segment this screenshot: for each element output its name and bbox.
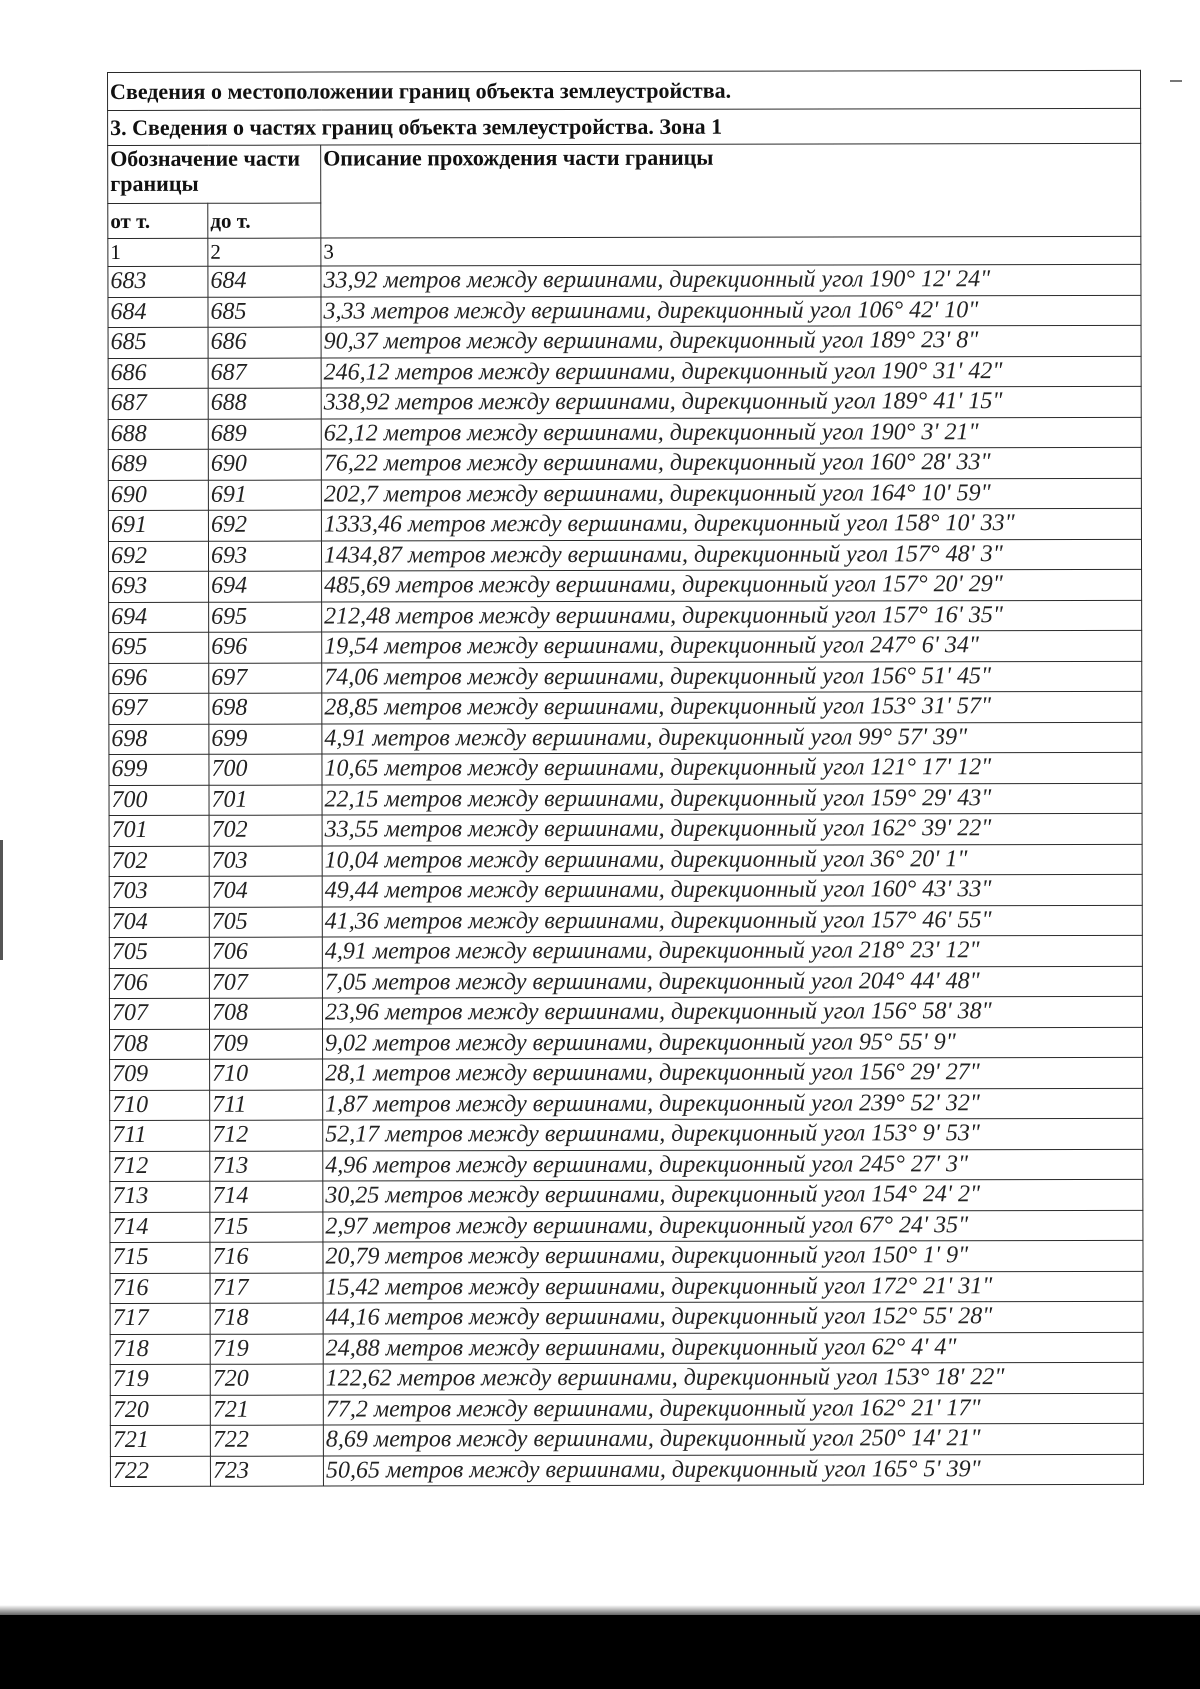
- cell-description: 4,91 метров между вершинами, дирекционный угол 218° 23' 12": [322, 935, 1142, 967]
- cell-to: 687: [208, 358, 321, 389]
- cell-to: 691: [208, 480, 321, 511]
- cell-description: 10,04 метров между вершинами, дирекционный угол 36° 20' 1": [322, 844, 1142, 876]
- cell-from: 722: [110, 1456, 210, 1487]
- cell-to: 684: [208, 266, 321, 297]
- table-row: [110, 1301, 1143, 1334]
- table-row: [109, 752, 1142, 785]
- cell-description: 485,69 метров между вершинами, дирекционный угол 157° 20' 29": [322, 569, 1142, 601]
- column-number-3: 3: [321, 236, 1141, 266]
- cell-to: 702: [209, 815, 322, 846]
- cell-description: 76,22 метров между вершинами, дирекционный угол 160° 28' 33": [321, 447, 1141, 479]
- cell-to: 719: [210, 1334, 323, 1365]
- cell-from: 703: [109, 876, 209, 907]
- table-row: [109, 966, 1142, 999]
- header-from: от т.: [108, 203, 208, 238]
- cell-from: 700: [109, 785, 209, 816]
- cell-description: 202,7 метров между вершинами, дирекционный угол 164° 10' 59": [321, 478, 1141, 510]
- cell-description: 2,97 метров между вершинами, дирекционный угол 67° 24' 35": [323, 1210, 1143, 1242]
- table-row: [109, 600, 1142, 633]
- table-row: [110, 1362, 1143, 1395]
- cell-from: 710: [110, 1090, 210, 1121]
- cell-from: 709: [110, 1059, 210, 1090]
- table-row: [109, 874, 1142, 907]
- cell-to: 713: [210, 1151, 323, 1182]
- cell-from: 699: [109, 754, 209, 785]
- table-row: [109, 630, 1142, 663]
- cell-from: 705: [109, 937, 209, 968]
- cell-description: 49,44 метров между вершинами, дирекционный угол 160° 43' 33": [322, 874, 1142, 906]
- cell-from: 714: [110, 1212, 210, 1243]
- table-row: [109, 783, 1142, 816]
- cell-description: 28,85 метров между вершинами, дирекционный угол 153° 31' 57": [322, 691, 1142, 723]
- cell-to: 714: [210, 1181, 323, 1212]
- cell-from: 712: [110, 1151, 210, 1182]
- cell-from: 708: [110, 1029, 210, 1060]
- cell-from: 690: [108, 480, 208, 511]
- cell-from: 701: [109, 815, 209, 846]
- cell-from: 716: [110, 1273, 210, 1304]
- cell-description: 1333,46 метров между вершинами, дирекционный угол 158° 10' 33": [321, 508, 1141, 540]
- table-row: [109, 722, 1142, 755]
- cell-to: 715: [210, 1212, 323, 1243]
- table-row: [110, 1027, 1143, 1060]
- table-row: [108, 478, 1141, 511]
- cell-to: 693: [208, 541, 321, 572]
- table-row: [109, 905, 1142, 938]
- table-row: [108, 295, 1141, 328]
- table-row: [108, 264, 1141, 297]
- cell-description: 8,69 метров между вершинами, дирекционный угол 250° 14' 21": [323, 1423, 1143, 1455]
- cell-description: 246,12 метров между вершинами, дирекционный угол 190° 31' 42": [321, 356, 1141, 388]
- cell-description: 1,87 метров между вершинами, дирекционный угол 239° 52' 32": [323, 1088, 1143, 1120]
- cell-to: 696: [209, 632, 322, 663]
- cell-description: 33,92 метров между вершинами, дирекционный угол 190° 12' 24": [321, 264, 1141, 296]
- header-description: Описание прохождения части границы: [321, 143, 1141, 238]
- cell-from: 702: [109, 846, 209, 877]
- cell-description: 3,33 метров между вершинами, дирекционный угол 106° 42' 10": [321, 295, 1141, 327]
- table-row: [110, 1454, 1143, 1487]
- cell-from: 718: [110, 1334, 210, 1365]
- cell-description: 41,36 метров между вершинами, дирекционный угол 157° 46' 55": [322, 905, 1142, 937]
- table-row: [108, 508, 1141, 541]
- table-row: [109, 813, 1142, 846]
- column-number-2: 2: [208, 238, 321, 266]
- cell-description: 44,16 метров между вершинами, дирекционный угол 152° 55' 28": [323, 1301, 1143, 1333]
- cell-description: 7,05 метров между вершинами, дирекционный угол 204° 44' 48": [322, 966, 1142, 998]
- cell-to: 688: [208, 388, 321, 419]
- cell-to: 708: [209, 998, 322, 1029]
- header-to: до т.: [208, 203, 321, 238]
- cell-description: 4,91 метров между вершинами, дирекционный угол 99° 57' 39": [322, 722, 1142, 754]
- cell-description: 33,55 метров между вершинами, дирекционный угол 162° 39' 22": [322, 813, 1142, 845]
- table-row: [108, 447, 1141, 480]
- cell-from: 693: [109, 571, 209, 602]
- cell-description: 20,79 метров между вершинами, дирекционный угол 150° 1' 9": [323, 1240, 1143, 1272]
- table-row: [109, 661, 1142, 694]
- cell-description: 50,65 метров между вершинами, дирекционный угол 165° 5' 39": [323, 1454, 1143, 1486]
- table-row: [109, 569, 1142, 602]
- table-row: [110, 1332, 1143, 1365]
- table-row: [109, 996, 1142, 1029]
- cell-from: 697: [109, 693, 209, 724]
- table-row: [110, 1179, 1143, 1212]
- cell-description: 9,02 метров между вершинами, дирекционный угол 95° 55' 9": [323, 1027, 1143, 1059]
- cell-description: 15,42 метров между вершинами, дирекционный угол 172° 21' 31": [323, 1271, 1143, 1303]
- cell-to: 706: [209, 937, 322, 968]
- cell-to: 689: [208, 419, 321, 450]
- cell-description: 4,96 метров между вершинами, дирекционный угол 245° 27' 3": [323, 1149, 1143, 1181]
- cell-to: 700: [209, 754, 322, 785]
- boundary-table: [107, 70, 1144, 1487]
- cell-to: 712: [210, 1120, 323, 1151]
- cell-description: 62,12 метров между вершинами, дирекционный угол 190° 3' 21": [321, 417, 1141, 449]
- table-row: [108, 356, 1141, 389]
- cell-description: 338,92 метров между вершинами, дирекционный угол 189° 41' 15": [321, 386, 1141, 418]
- cell-to: 697: [209, 663, 322, 694]
- cell-description: 74,06 метров между вершинами, дирекционный угол 156° 51' 45": [322, 661, 1142, 693]
- cell-description: 90,37 метров между вершинами, дирекционный угол 189° 23' 8": [321, 325, 1141, 357]
- cell-from: 721: [110, 1425, 210, 1456]
- table-row: [108, 539, 1141, 572]
- cell-from: 719: [110, 1364, 210, 1395]
- cell-from: 717: [110, 1303, 210, 1334]
- table-row: [110, 1118, 1143, 1151]
- cell-to: 686: [208, 327, 321, 358]
- cell-to: 685: [208, 297, 321, 328]
- cell-description: 22,15 метров между вершинами, дирекционный угол 159° 29' 43": [322, 783, 1142, 815]
- table-row: [110, 1088, 1143, 1121]
- section-title: 3. Сведения о частях границ объекта землеустройства. Зона 1: [108, 108, 1141, 145]
- cell-from: 694: [109, 602, 209, 633]
- cell-to: 711: [210, 1090, 323, 1121]
- cell-to: 704: [209, 876, 322, 907]
- cell-from: 685: [108, 327, 208, 358]
- cell-to: 721: [210, 1395, 323, 1426]
- table-row: [109, 935, 1142, 968]
- cell-from: 688: [108, 419, 208, 450]
- cell-to: 699: [209, 724, 322, 755]
- cell-from: 683: [108, 266, 208, 297]
- scan-edge-mark: [0, 840, 3, 960]
- cell-description: 30,25 метров между вершинами, дирекционный угол 154° 24' 2": [323, 1179, 1143, 1211]
- table-row: [110, 1057, 1143, 1090]
- scan-mark: [1170, 80, 1182, 82]
- document-title: Сведения о местоположении границ объекта землеустройства.: [108, 70, 1141, 110]
- cell-to: 710: [210, 1059, 323, 1090]
- table-row: [108, 417, 1141, 450]
- cell-from: 720: [110, 1395, 210, 1426]
- header-designation: Обозначение части границы: [108, 145, 321, 203]
- cell-to: 717: [210, 1273, 323, 1304]
- cell-from: 706: [109, 968, 209, 999]
- cell-from: 696: [109, 663, 209, 694]
- cell-to: 698: [209, 693, 322, 724]
- table-row: [110, 1423, 1143, 1456]
- cell-to: 707: [209, 968, 322, 999]
- cell-from: 686: [108, 358, 208, 389]
- cell-to: 722: [210, 1425, 323, 1456]
- cell-to: 690: [208, 449, 321, 480]
- cell-description: 24,88 метров между вершинами, дирекционный угол 62° 4' 4": [323, 1332, 1143, 1364]
- cell-from: 684: [108, 297, 208, 328]
- cell-from: 707: [109, 998, 209, 1029]
- table-row: [110, 1210, 1143, 1243]
- cell-description: 52,17 метров между вершинами, дирекционный угол 153° 9' 53": [323, 1118, 1143, 1150]
- cell-description: 122,62 метров между вершинами, дирекционный угол 153° 18' 22": [323, 1362, 1143, 1394]
- table-row: [110, 1240, 1143, 1273]
- cell-to: 701: [209, 785, 322, 816]
- cell-from: 687: [108, 388, 208, 419]
- table-row: [110, 1393, 1143, 1426]
- cell-description: 23,96 метров между вершинами, дирекционный угол 156° 58' 38": [322, 996, 1142, 1028]
- cell-description: 10,65 метров между вершинами, дирекционный угол 121° 17' 12": [322, 752, 1142, 784]
- cell-to: 705: [209, 907, 322, 938]
- cell-to: 716: [210, 1242, 323, 1273]
- cell-from: 692: [108, 541, 208, 572]
- cell-description: 28,1 метров между вершинами, дирекционный угол 156° 29' 27": [323, 1057, 1143, 1089]
- table-row: [109, 844, 1142, 877]
- table-row: [109, 691, 1142, 724]
- cell-description: 212,48 метров между вершинами, дирекционный угол 157° 16' 35": [322, 600, 1142, 632]
- cell-to: 694: [209, 571, 322, 602]
- cell-from: 715: [110, 1242, 210, 1273]
- table-row: [110, 1149, 1143, 1182]
- scan-background: [0, 1615, 1200, 1689]
- cell-from: 689: [108, 449, 208, 480]
- cell-to: 718: [210, 1303, 323, 1334]
- cell-to: 709: [210, 1029, 323, 1060]
- table-row: [108, 386, 1141, 419]
- cell-description: 19,54 метров между вершинами, дирекционный угол 247° 6' 34": [322, 630, 1142, 662]
- cell-description: 77,2 метров между вершинами, дирекционный угол 162° 21' 17": [323, 1393, 1143, 1425]
- cell-to: 723: [210, 1456, 323, 1487]
- cell-from: 711: [110, 1120, 210, 1151]
- table-row: [110, 1271, 1143, 1304]
- cell-from: 695: [109, 632, 209, 663]
- table-row: [108, 325, 1141, 358]
- cell-from: 704: [109, 907, 209, 938]
- cell-description: 1434,87 метров между вершинами, дирекционный угол 157° 48' 3": [321, 539, 1141, 571]
- cell-to: 703: [209, 846, 322, 877]
- cell-to: 720: [210, 1364, 323, 1395]
- cell-to: 692: [208, 510, 321, 541]
- cell-from: 691: [108, 510, 208, 541]
- column-number-1: 1: [108, 238, 208, 266]
- cell-to: 695: [209, 602, 322, 633]
- cell-from: 713: [110, 1181, 210, 1212]
- cell-from: 698: [109, 724, 209, 755]
